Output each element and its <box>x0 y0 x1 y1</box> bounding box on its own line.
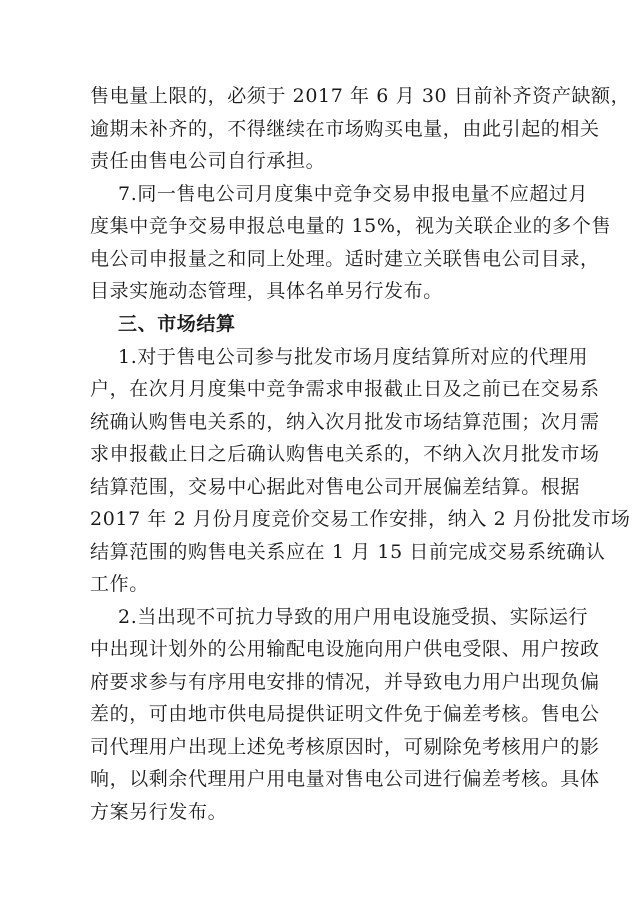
paragraph-item-2: 2.当出现不可抗力导致的用户用电设施受损、实际运行 <box>118 606 589 628</box>
text-line: 求申报截止日之后确认购售电关系的，不纳入次月批发市场 <box>90 443 600 465</box>
text-line: 户，在次月月度集中竞争需求申报截止日及之前已在交易系 <box>90 378 600 400</box>
text-line: 度集中竞争交易申报总电量的 15%，视为关联企业的多个售 <box>90 215 612 237</box>
text-line: 电公司申报量之和同上处理。适时建立关联售电公司目录， <box>90 248 600 270</box>
text-line: 统确认购售电关系的，纳入次月批发市场结算范围；次月需 <box>90 411 600 433</box>
text-line: 差的，可由地市供电局提供证明文件免于偏差考核。售电公 <box>90 703 600 725</box>
text-line: 逾期未补齐的，不得继续在市场购买电量，由此引起的相关 <box>90 118 600 140</box>
text-line: 中出现计划外的公用输配电设施向用户供电受限、用户按政 <box>90 638 600 660</box>
text-line: 府要求参与有序用电安排的情况，并导致电力用户出现负偏 <box>90 671 600 693</box>
text-line: 司代理用户出现上述免考核原因时，可剔除免考核用户的影 <box>90 736 600 758</box>
text-line: 目录实施动态管理，具体名单另行发布。 <box>90 280 443 302</box>
paragraph-item-1: 1.对于售电公司参与批发市场月度结算所对应的代理用 <box>118 346 589 368</box>
paragraph-item-7: 7.同一售电公司月度集中竞争交易申报电量不应超过月 <box>118 183 589 205</box>
text-line: 售电量上限的，必须于 2017 年 6 月 30 日前补齐资产缺额， <box>90 85 631 107</box>
text-line: 结算范围，交易中心据此对售电公司开展偏差结算。根据 <box>90 476 581 498</box>
text-line: 方案另行发布。 <box>90 801 228 823</box>
text-line: 责任由售电公司自行承担。 <box>90 150 326 172</box>
text-line: 响，以剩余代理用户用电量对售电公司进行偏差考核。具体 <box>90 768 600 790</box>
text-line: 结算范围的购售电关系应在 1 月 15 日前完成交易系统确认 <box>90 541 606 563</box>
text-line: 工作。 <box>90 573 149 595</box>
section-heading: 三、市场结算 <box>118 313 236 335</box>
text-line: 2017 年 2 月份月度竞价交易工作安排，纳入 2 月份批发市场 <box>90 508 631 530</box>
